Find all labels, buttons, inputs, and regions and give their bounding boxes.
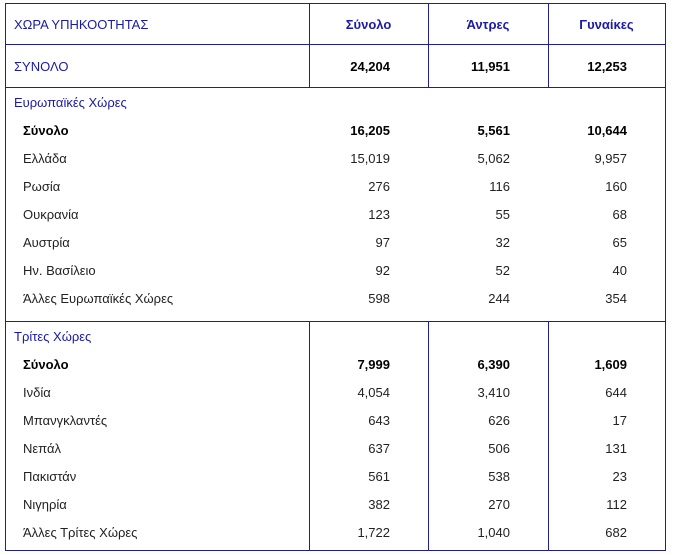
country-total: 1,722 [357, 524, 390, 540]
table-row [6, 378, 665, 406]
european-section-title-row [6, 88, 665, 116]
country-label: Νεπάλ [23, 440, 61, 456]
third-section-title-row [6, 322, 665, 350]
grand-total-label: ΣΥΝΟΛΟ [14, 58, 69, 74]
european-subtotal-men: 5,561 [477, 122, 510, 138]
country-women: 17 [612, 412, 627, 428]
european-subtotal-women: 10,644 [587, 122, 627, 138]
table-row [6, 144, 665, 172]
country-men: 626 [488, 412, 510, 428]
table-row [6, 406, 665, 434]
country-label: Ελλάδα [23, 150, 67, 166]
table-row [6, 518, 665, 546]
table-row [6, 200, 665, 228]
header-women: Γυναίκες [579, 16, 634, 32]
country-total: 276 [368, 178, 390, 194]
country-men: 538 [488, 468, 510, 484]
country-women: 40 [612, 262, 627, 278]
third-subtotal-men: 6,390 [477, 356, 510, 372]
table-row [6, 490, 665, 518]
country-label: Ινδία [23, 384, 51, 400]
country-women: 682 [605, 524, 627, 540]
header-total: Σύνολο [345, 16, 392, 32]
country-women: 23 [612, 468, 627, 484]
table-row [6, 172, 665, 200]
country-label: Νιγηρία [23, 496, 67, 512]
country-label: Πακιστάν [23, 468, 77, 484]
country-men: 52 [495, 262, 510, 278]
grand-total-row [6, 45, 665, 87]
country-label: Μπανγκλαντές [23, 412, 108, 428]
third-subtotal-total: 7,999 [357, 356, 390, 372]
country-men: 55 [495, 206, 510, 222]
country-men: 506 [488, 440, 510, 456]
country-total: 92 [375, 262, 390, 278]
third-subtotal-women: 1,609 [594, 356, 627, 372]
country-label: Ουκρανία [23, 206, 79, 222]
european-subtotal-total: 16,205 [350, 122, 390, 138]
country-total: 643 [368, 412, 390, 428]
country-label: Άλλες Ευρωπαϊκές Χώρες [23, 290, 174, 306]
country-women: 644 [605, 384, 627, 400]
header-men: Άντρες [466, 16, 510, 32]
country-total: 123 [368, 206, 390, 222]
country-total: 4,054 [357, 384, 390, 400]
country-men: 270 [488, 496, 510, 512]
header-country: ΧΩΡΑ ΥΠΗΚΟΟΤΗΤΑΣ [14, 16, 149, 32]
country-men: 1,040 [477, 524, 510, 540]
grand-total-women: 12,253 [587, 58, 627, 74]
country-total: 97 [375, 234, 390, 250]
country-men: 3,410 [477, 384, 510, 400]
table-row [6, 228, 665, 256]
country-total: 637 [368, 440, 390, 456]
grand-total-total: 24,204 [350, 58, 390, 74]
third-section-title: Τρίτες Χώρες [14, 328, 92, 344]
country-total: 15,019 [350, 150, 390, 166]
country-women: 160 [605, 178, 627, 194]
european-section-title: Ευρωπαϊκές Χώρες [14, 94, 127, 110]
european-subtotal-row [6, 116, 665, 144]
country-women: 68 [612, 206, 627, 222]
country-label: Ην. Βασίλειο [23, 262, 96, 278]
country-total: 561 [368, 468, 390, 484]
country-women: 112 [606, 496, 627, 512]
country-women: 354 [605, 290, 627, 306]
country-total: 382 [368, 496, 390, 512]
country-men: 116 [489, 178, 510, 194]
table-row [6, 284, 665, 312]
country-women: 65 [612, 234, 627, 250]
country-men: 32 [495, 234, 510, 250]
country-label: Ρωσία [23, 178, 61, 194]
grand-total-men: 11,951 [470, 58, 510, 74]
country-women: 9,957 [594, 150, 627, 166]
third-subtotal-row [6, 350, 665, 378]
table-row [6, 462, 665, 490]
country-total: 598 [368, 290, 390, 306]
table-row [6, 256, 665, 284]
third-subtotal-label: Σύνολο [23, 356, 69, 372]
country-men: 5,062 [477, 150, 510, 166]
country-men: 244 [488, 290, 510, 306]
table-row [6, 434, 665, 462]
header-row [6, 4, 665, 44]
country-label: Άλλες Τρίτες Χώρες [23, 524, 138, 540]
european-subtotal-label: Σύνολο [23, 122, 69, 138]
country-women: 131 [605, 440, 627, 456]
population-table [5, 3, 666, 551]
country-label: Αυστρία [23, 234, 70, 250]
